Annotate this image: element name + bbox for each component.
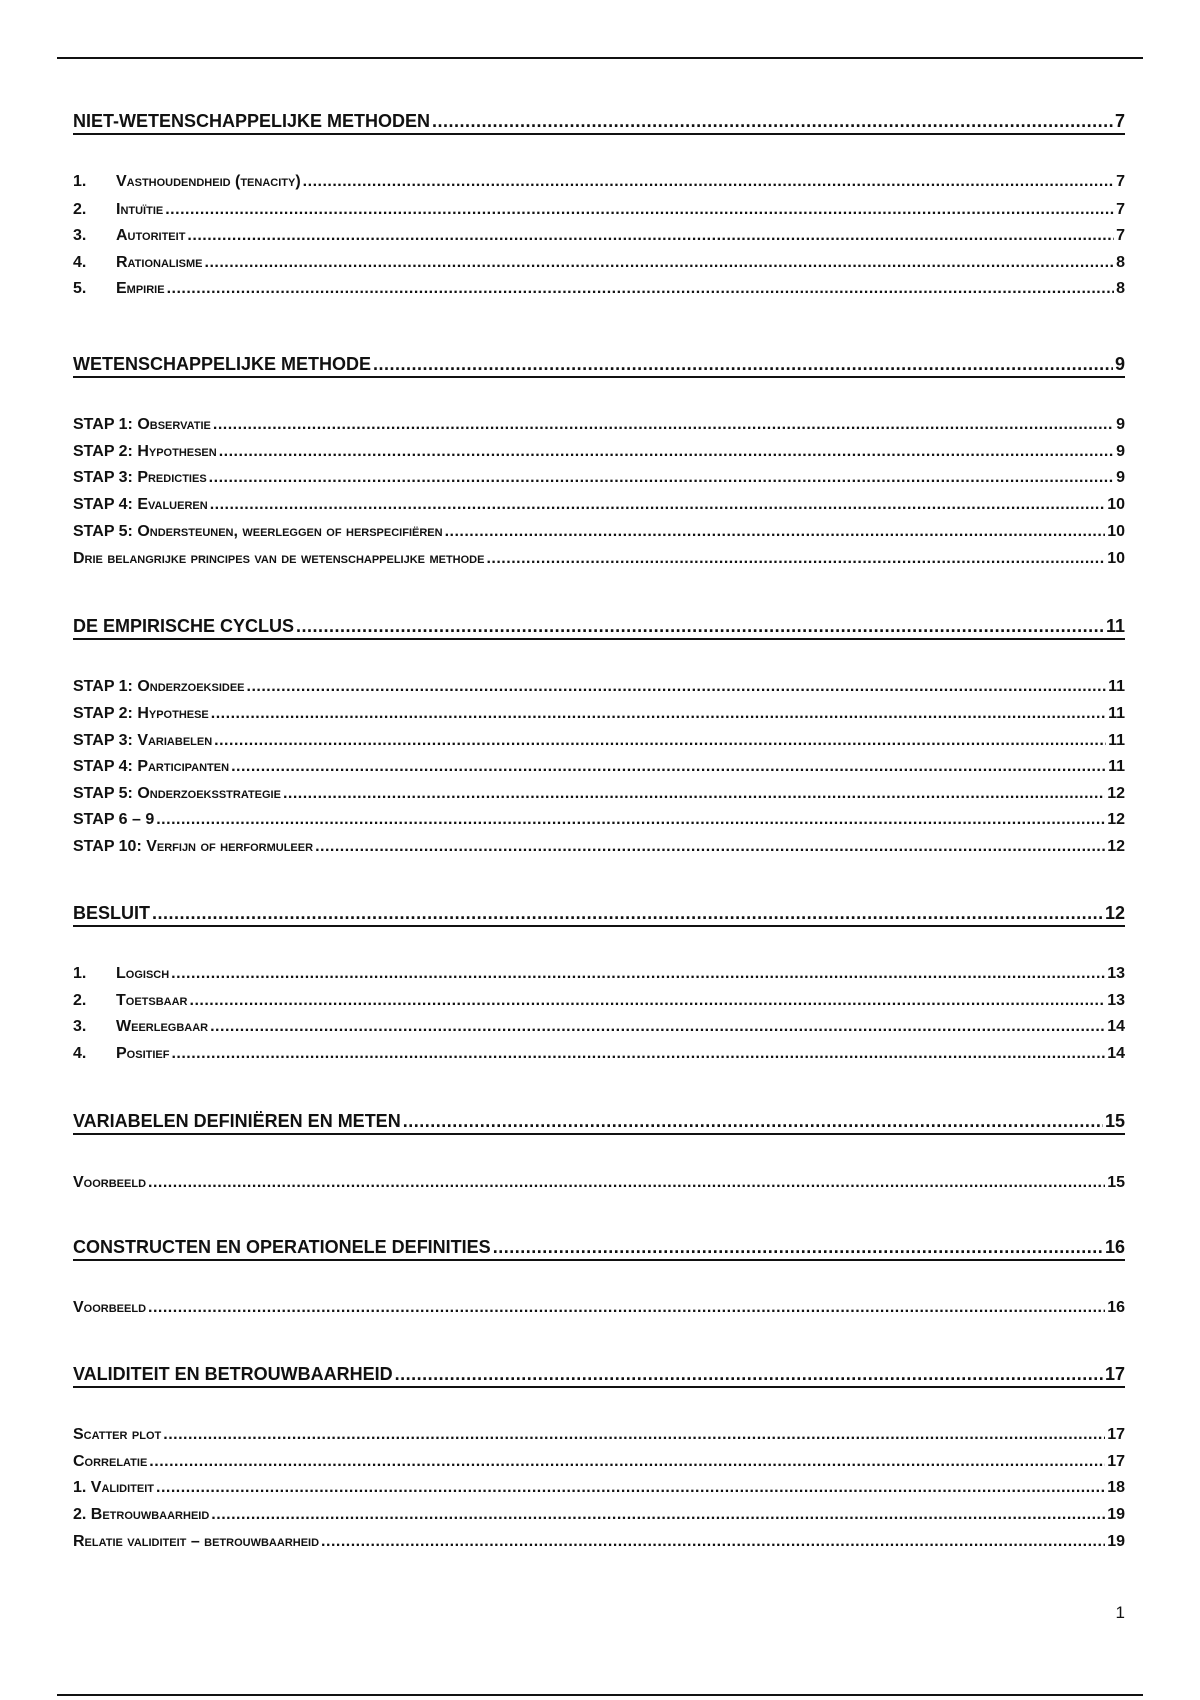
dot-leader — [187, 227, 1114, 245]
toc-entry-title: STAP 4: Evalueren — [73, 496, 208, 513]
toc-entry-page: 13 — [1107, 965, 1125, 982]
toc-entry-page: 7 — [1114, 111, 1125, 131]
header-rule — [57, 57, 1143, 59]
toc-entry-title: CONSTRUCTEN EN OPERATIONELE DEFINITIES — [73, 1237, 491, 1257]
toc-entry-page: 12 — [1104, 903, 1125, 923]
toc-subsection-entry[interactable] — [73, 280, 1125, 298]
dot-leader — [209, 469, 1114, 487]
toc-entry-title: DE EMPIRISCHE CYCLUS — [73, 616, 295, 636]
dot-leader — [148, 1299, 1105, 1317]
toc-entry-number: 3. — [73, 227, 87, 244]
toc-entry-page: 12 — [1107, 785, 1125, 802]
toc-entry-title: STAP 4: Participanten — [73, 758, 230, 775]
toc-entry-page: 14 — [1107, 1045, 1125, 1062]
dot-leader — [156, 1479, 1105, 1497]
toc-section-entry[interactable] — [73, 111, 1125, 135]
toc-entry-page: 17 — [1107, 1426, 1125, 1443]
toc-entry-title: STAP 2: Hypothesen — [73, 443, 217, 460]
toc-subsection-entry[interactable] — [73, 201, 1125, 219]
dot-leader — [247, 678, 1107, 696]
toc-entry-title: Empirie — [116, 280, 165, 297]
dot-leader — [432, 111, 1113, 132]
toc-subsection-entry[interactable] — [73, 443, 1125, 461]
dot-leader — [165, 201, 1114, 219]
toc-entry-title: Intuïtie — [116, 201, 164, 218]
toc-entry-page: 10 — [1107, 496, 1125, 513]
toc-entry-title: Vasthoudendheid (tenacity) — [116, 173, 301, 190]
toc-entry-page: 19 — [1107, 1533, 1125, 1550]
toc-subsection-entry[interactable] — [73, 705, 1125, 723]
toc-entry-page: 9 — [1116, 416, 1125, 433]
toc-entry-title: Autoriteit — [116, 227, 186, 244]
toc-entry-number: 5. — [73, 280, 87, 297]
toc-subsection-entry[interactable] — [73, 1453, 1125, 1471]
toc-subsection-entry[interactable] — [73, 496, 1125, 514]
toc-entry-title: NIET-WETENSCHAPPELIJKE METHODEN — [73, 111, 431, 131]
toc-entry-title: VALIDITEIT EN BETROUWBAARHEID — [73, 1364, 393, 1384]
toc-entry-number: 4. — [73, 1045, 87, 1062]
toc-subsection-entry[interactable] — [73, 469, 1125, 487]
toc-entry-title: STAP 3: Variabelen — [73, 732, 213, 749]
toc-entry-page: 17 — [1104, 1364, 1125, 1384]
dot-leader — [303, 173, 1114, 191]
toc-entry-page: 12 — [1107, 811, 1125, 828]
toc-subsection-entry[interactable] — [73, 523, 1125, 541]
toc-section-entry[interactable] — [73, 1237, 1125, 1261]
toc-subsection-entry[interactable] — [73, 965, 1125, 983]
toc-entry-page: 7 — [1116, 227, 1125, 244]
dot-leader — [211, 1506, 1105, 1524]
toc-subsection-entry[interactable] — [73, 678, 1125, 696]
toc-entry-title: 1. Validiteit — [73, 1479, 155, 1496]
toc-entry-title: STAP 5: Ondersteunen, weerleggen of herspecifiëren — [73, 523, 443, 540]
dot-leader — [493, 1237, 1103, 1258]
dot-leader — [156, 811, 1105, 829]
toc-entry-page: 11 — [1108, 705, 1125, 722]
toc-entry-title: Voorbeeld — [73, 1299, 147, 1316]
toc-entry-title: STAP 10: Verfijn of herformuleer — [73, 838, 314, 855]
toc-entry-title: STAP 3: Predicties — [73, 469, 207, 486]
dot-leader — [152, 903, 1103, 924]
toc-entry-number: 4. — [73, 254, 87, 271]
dot-leader — [210, 496, 1106, 514]
dot-leader — [205, 254, 1115, 272]
toc-entry-title: STAP 6 – 9 — [73, 811, 155, 828]
dot-leader — [283, 785, 1105, 803]
toc-entry-title: Positief — [116, 1045, 170, 1062]
toc-entry-page: 10 — [1107, 523, 1125, 540]
page-number: 1 — [1115, 1603, 1125, 1622]
toc-subsection-entry[interactable] — [73, 173, 1125, 191]
toc-entry-page: 9 — [1116, 469, 1125, 486]
toc-entry-page: 7 — [1116, 173, 1125, 190]
toc-subsection-entry[interactable] — [73, 550, 1125, 568]
toc-entry-title: Scatter plot — [73, 1426, 162, 1443]
toc-entry-page: 9 — [1116, 443, 1125, 460]
dot-leader — [445, 523, 1106, 541]
toc-entry-title: Drie belangrijke principes van de wetenschappelijke methode — [73, 550, 485, 567]
toc-subsection-entry[interactable] — [73, 838, 1125, 856]
toc-entry-page: 7 — [1116, 201, 1125, 218]
toc-subsection-entry[interactable] — [73, 416, 1125, 434]
toc-entry-page: 8 — [1116, 280, 1125, 297]
toc-entry-title: Weerlegbaar — [116, 1018, 209, 1035]
toc-entry-title: Voorbeeld — [73, 1174, 147, 1191]
toc-subsection-entry[interactable] — [73, 227, 1125, 245]
toc-entry-page: 13 — [1107, 992, 1125, 1009]
toc-entry-page: 9 — [1114, 354, 1125, 374]
toc-subsection-entry[interactable] — [73, 811, 1125, 829]
toc-subsection-entry[interactable] — [73, 1533, 1125, 1551]
toc-subsection-entry[interactable] — [73, 732, 1125, 750]
dot-leader — [171, 1045, 1105, 1063]
toc-subsection-entry[interactable] — [73, 1174, 1125, 1192]
dot-leader — [373, 354, 1113, 375]
toc-subsection-entry[interactable] — [73, 1045, 1125, 1063]
toc-entry-title: WETENSCHAPPELIJKE METHODE — [73, 354, 372, 374]
toc-entry-page: 11 — [1108, 758, 1125, 775]
dot-leader — [190, 992, 1106, 1010]
toc-entry-title: STAP 1: Onderzoeksidee — [73, 678, 245, 695]
toc-entry-title: STAP 5: Onderzoeksstrategie — [73, 785, 281, 802]
dot-leader — [171, 965, 1105, 983]
dot-leader — [210, 1018, 1105, 1036]
toc-section-entry[interactable] — [73, 1111, 1125, 1135]
toc-entry-page: 11 — [1108, 732, 1125, 749]
toc-section-entry[interactable] — [73, 354, 1125, 378]
toc-entry-title: 2. Betrouwbaarheid — [73, 1506, 210, 1523]
toc-subsection-entry[interactable] — [73, 1299, 1125, 1317]
dot-leader — [211, 705, 1106, 723]
toc-subsection-entry[interactable] — [73, 1506, 1125, 1524]
dot-leader — [231, 758, 1106, 776]
toc-entry-title: Toetsbaar — [116, 992, 188, 1009]
dot-leader — [148, 1174, 1105, 1192]
dot-leader — [167, 280, 1115, 298]
toc-entry-number: 3. — [73, 1018, 87, 1035]
dot-leader — [395, 1364, 1103, 1385]
toc-entry-page: 16 — [1107, 1299, 1125, 1316]
toc-subsection-entry[interactable] — [73, 254, 1125, 272]
toc-entry-page: 8 — [1116, 254, 1125, 271]
dot-leader — [296, 616, 1104, 637]
toc-subsection-entry[interactable] — [73, 785, 1125, 803]
toc-subsection-entry[interactable] — [73, 1426, 1125, 1444]
toc-entry-title: VARIABELEN DEFINIËREN EN METEN — [73, 1111, 401, 1131]
toc-entry-page: 19 — [1107, 1506, 1125, 1523]
toc-section-entry[interactable] — [73, 616, 1125, 640]
toc-entry-number: 2. — [73, 992, 87, 1009]
toc-entry-page: 15 — [1107, 1174, 1125, 1191]
toc-entry-title: STAP 1: Observatie — [73, 416, 211, 433]
toc-subsection-entry[interactable] — [73, 758, 1125, 776]
dot-leader — [321, 1533, 1105, 1551]
toc-entry-title: Rationalisme — [116, 254, 203, 271]
toc-section-entry[interactable] — [73, 903, 1125, 927]
toc-entry-page: 11 — [1105, 616, 1125, 636]
footer-rule — [57, 1694, 1143, 1696]
dot-leader — [219, 443, 1114, 461]
toc-entry-title: Correlatie — [73, 1453, 148, 1470]
toc-entry-page: 16 — [1104, 1237, 1125, 1257]
dot-leader — [163, 1426, 1105, 1444]
toc-entry-page: 15 — [1104, 1111, 1125, 1131]
toc-entry-title: STAP 2: Hypothese — [73, 705, 209, 722]
dot-leader — [213, 416, 1114, 434]
dot-leader — [214, 732, 1106, 750]
toc-entry-title: Logisch — [116, 965, 170, 982]
toc-entry-number: 1. — [73, 173, 87, 190]
toc-entry-page: 12 — [1107, 838, 1125, 855]
dot-leader — [315, 838, 1105, 856]
toc-entry-page: 14 — [1107, 1018, 1125, 1035]
toc-entry-number: 2. — [73, 201, 87, 218]
toc-subsection-entry[interactable] — [73, 1479, 1125, 1497]
toc-section-entry[interactable] — [73, 1364, 1125, 1388]
toc-entry-number: 1. — [73, 965, 87, 982]
toc-entry-page: 17 — [1107, 1453, 1125, 1470]
toc-entry-title: BESLUIT — [73, 903, 151, 923]
dot-leader — [149, 1453, 1105, 1471]
toc-entry-title: Relatie validiteit – betrouwbaarheid — [73, 1533, 320, 1550]
toc-entry-page: 10 — [1107, 550, 1125, 567]
dot-leader — [403, 1111, 1103, 1132]
dot-leader — [486, 550, 1105, 568]
toc-entry-page: 11 — [1108, 678, 1125, 695]
toc-subsection-entry[interactable] — [73, 1018, 1125, 1036]
toc-entry-page: 18 — [1107, 1479, 1125, 1496]
toc-subsection-entry[interactable] — [73, 992, 1125, 1010]
